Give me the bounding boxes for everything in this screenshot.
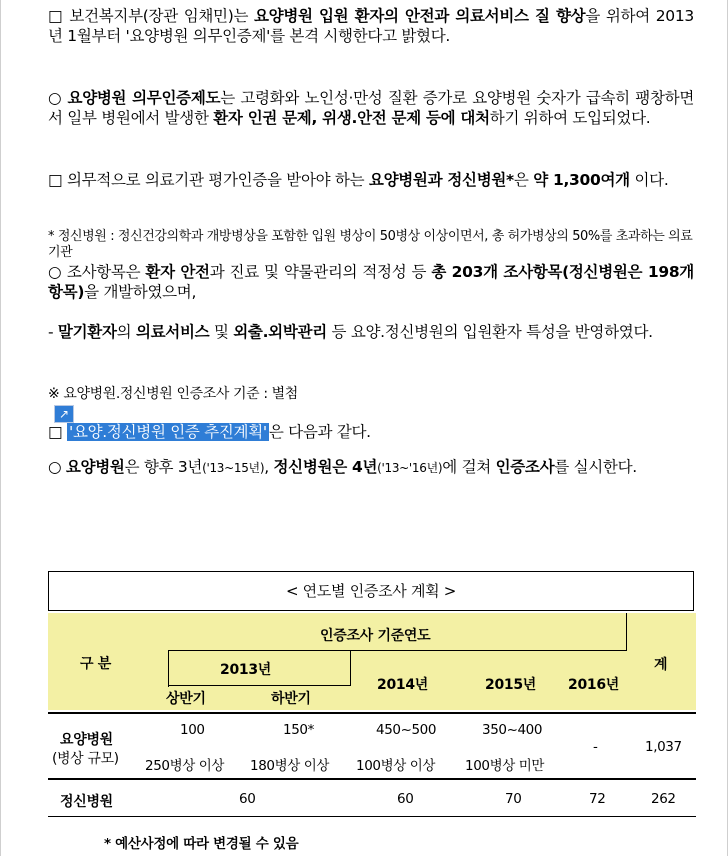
text-bold: 요양병원 입원 환자의 안전과 의료서비스 질 향상	[254, 7, 586, 25]
text: ○	[48, 89, 68, 107]
text: 를 실시한다.	[554, 458, 637, 476]
paragraph-plan-intro	[48, 422, 694, 442]
plan-table-title: < 연도별 인증조사 계획 >	[48, 571, 694, 611]
header-first-half: 상반기	[166, 691, 206, 707]
text-bold: 환자 인권 문제, 위생.안전 문제 등에 대처	[213, 109, 490, 127]
header-category: 구 분	[80, 656, 112, 672]
text: 에 걸쳐	[442, 458, 496, 476]
text-bold: 요양병원	[65, 458, 125, 476]
paragraph-system	[48, 88, 694, 128]
cell-psych-2013: 60	[239, 791, 256, 807]
text-bold: 요양병원과 정신병원*	[368, 171, 514, 189]
text: 하기 위하여 도입되었다.	[489, 109, 651, 127]
text-bold: 정신병원은 4년	[273, 458, 378, 476]
cell-nursing-h1-scale: 250병상 이상	[145, 758, 225, 774]
cell-nursing-h2-scale: 180병상 이상	[250, 758, 330, 774]
text: 은	[513, 171, 534, 189]
header-total: 계	[654, 657, 668, 673]
paragraph-features	[48, 322, 694, 342]
text: 의	[116, 323, 136, 341]
budget-footnote: * 예산사정에 따라 변경될 수 있음	[104, 836, 299, 852]
cell-nursing-2015-count: 350~400	[482, 722, 543, 738]
text: ○ 조사항목은	[48, 263, 146, 281]
row-psych-label: 정신병원	[60, 794, 113, 810]
cell-psych-2016: 72	[589, 791, 606, 807]
paragraph-schedule	[48, 457, 694, 478]
header-divider	[168, 650, 169, 687]
text: 등 요양.정신병원의 입원환자 특성을 반영하였다.	[326, 323, 653, 341]
hyperlink-icon[interactable]: ↗	[54, 405, 74, 423]
row-nursing-label: 요양병원	[60, 732, 113, 748]
header-divider	[350, 650, 351, 685]
cell-nursing-h2-count: 150*	[283, 722, 314, 738]
header-divider	[626, 613, 627, 650]
header-base-year: 인증조사 기준연도	[320, 628, 431, 644]
text: ,	[264, 458, 274, 476]
criteria-reference: ※ 요양병원.정신병원 인증조사 기준 : 별첨	[48, 386, 298, 402]
page-left-edge	[0, 0, 1, 856]
cell-psych-2015: 70	[505, 791, 522, 807]
text: 는 고령화와 노인성·만성 질환 증가로 요양병원 숫자가 급속히 팽창하면서 일부 병원에서 발생한	[48, 89, 694, 127]
text-bold: 요양병원 의무인증제도	[67, 89, 221, 107]
cell-nursing-total: 1,037	[645, 739, 682, 755]
header-2016: 2016년	[568, 677, 619, 693]
paragraph-items	[48, 262, 694, 302]
cell-nursing-2014-scale: 100병상 이상	[356, 758, 436, 774]
text: 이다.	[629, 171, 669, 189]
text: 을 위하여 2013년 1월부터 '요양병원 의무인증제'를 본격 시행한다고 밝혔다.	[48, 7, 694, 45]
text-small: ('13~'16년)	[377, 461, 443, 475]
text-bold: 약 1,300여개	[533, 171, 630, 189]
text: □	[48, 423, 67, 441]
cell-nursing-2014-count: 450~500	[376, 722, 437, 738]
text: 및	[209, 323, 234, 341]
text: □ 의무적으로 의료기관 평가인증을 받아야 하는	[48, 171, 369, 189]
text-bold: 말기환자	[57, 323, 117, 341]
header-second-half: 하반기	[271, 691, 311, 707]
text: 을 개발하였으며,	[84, 283, 197, 301]
text-bold: 환자 안전	[145, 263, 210, 281]
table-rule	[48, 712, 696, 714]
table-rule	[48, 778, 696, 780]
text-small: ('13~15년)	[202, 461, 265, 475]
header-divider	[168, 650, 627, 651]
cell-nursing-h1-count: 100	[180, 722, 205, 738]
header-2013: 2013년	[220, 662, 271, 678]
paragraph-intro	[48, 6, 694, 46]
paragraph-targets	[48, 170, 694, 190]
header-2014: 2014년	[377, 677, 428, 693]
table-rule	[48, 816, 696, 817]
cell-psych-total: 262	[651, 791, 676, 807]
text: -	[48, 323, 58, 341]
text: 은 다음과 같다.	[268, 423, 371, 441]
text-bold: 외출.외박관리	[233, 323, 327, 341]
header-2015: 2015년	[485, 677, 536, 693]
text-bold: 의료서비스	[135, 323, 210, 341]
header-divider	[168, 685, 351, 686]
row-nursing-sublabel: (병상 규모)	[52, 751, 119, 767]
text: 은 향후 3년	[124, 458, 203, 476]
cell-nursing-2015-scale: 100병상 미만	[465, 758, 545, 774]
cell-psych-2014: 60	[397, 791, 414, 807]
text: □ 보건복지부(장관 임채민)는	[48, 7, 254, 25]
psych-hospital-note: * 정신병원 : 정신건강의학과 개방병상을 포함한 입원 병상이 50병상 이상이면서, 총 허가병상의 50%를 초과하는 의료기관	[48, 229, 693, 260]
text: ○	[48, 458, 66, 476]
text-bold: 인증조사	[495, 458, 555, 476]
text: 과 진료 및 약물관리의 적정성 등	[209, 263, 432, 281]
text-bold: 총 203개 조사항목(정신병원은 198개 항목)	[48, 263, 694, 301]
highlighted-selection[interactable]: '요양.정신병원 인증 추진계획'	[68, 423, 267, 441]
cell-nursing-2016: -	[593, 739, 598, 755]
